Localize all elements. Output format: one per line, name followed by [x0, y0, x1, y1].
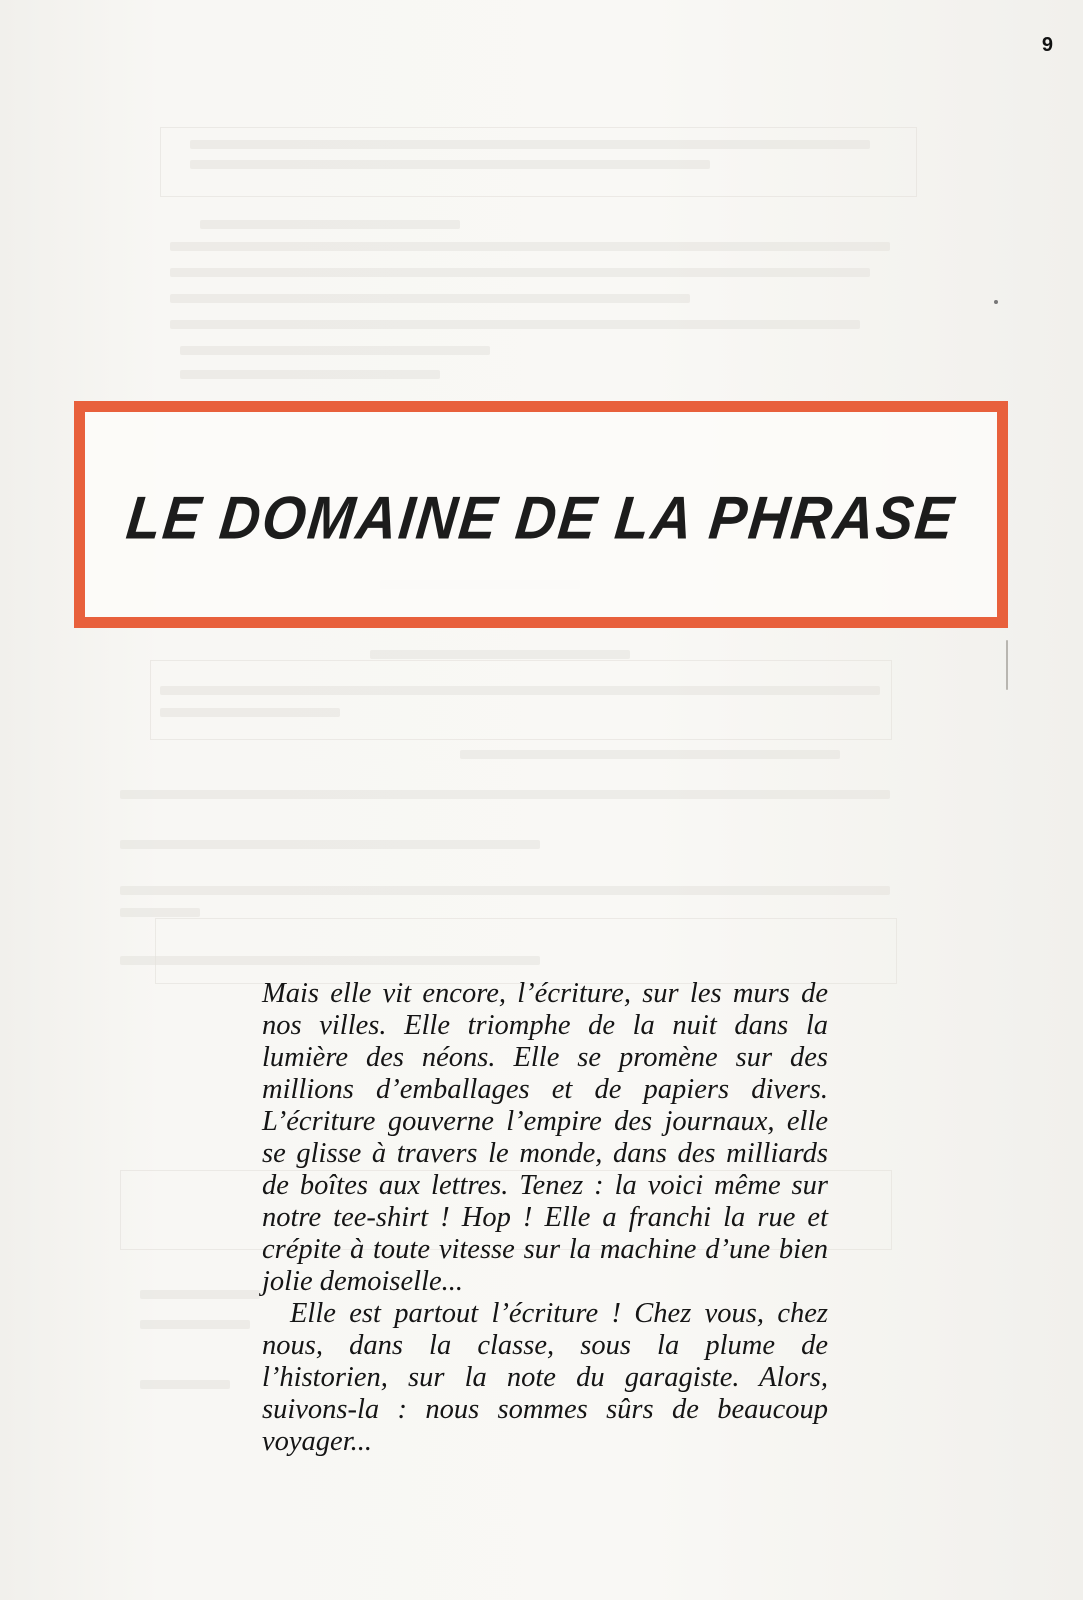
bleed-through-line: [120, 886, 890, 895]
bleed-through-line: [460, 750, 840, 759]
bleed-through-line: [180, 346, 490, 355]
bleed-through-line: [170, 242, 890, 251]
bleed-through-line: [170, 268, 870, 277]
bleed-through-line: [370, 650, 630, 659]
bleed-through-line: [190, 140, 870, 149]
bleed-through-box: [150, 660, 892, 740]
bleed-through-box: [155, 918, 897, 984]
bleed-through-line: [140, 1320, 250, 1329]
bleed-through-line: [140, 1290, 260, 1299]
chapter-title: LE DOMAINE DE LA PHRASE: [123, 483, 959, 552]
bleed-through-line: [120, 840, 540, 849]
bleed-through-line: [160, 686, 880, 695]
speck: [1006, 640, 1008, 690]
speck: [994, 300, 998, 304]
page-number: 9: [1041, 34, 1053, 56]
bleed-through-line: [120, 956, 540, 965]
bleed-through-line: [190, 160, 710, 169]
intro-text: [262, 978, 828, 1458]
bleed-through-line: [200, 220, 460, 229]
bleed-through-line: [170, 320, 860, 329]
bleed-through-line: [140, 1380, 230, 1389]
intro-paragraph-1: Mais elle vit encore, l’écriture, sur les murs de nos villes. Elle triomphe de la nuit dans la lumière des néons. Elle se promène sur des millions d’emballages et de papiers divers. L’écriture gouverne l’empire des journaux, elle se glisse à travers le monde, dans des milliards de boîtes aux lettres. Tenez : la voici même sur notre tee-shirt ! Hop ! Elle a franchi la rue et crépite à toute vitesse sur la machine d’une bien jolie demoiselle...: [262, 978, 828, 1297]
bleed-through-line: [180, 370, 440, 379]
bleed-through-line: [160, 708, 340, 717]
intro-paragraph-2: Elle est partout l’écriture ! Chez vous, chez nous, dans la classe, sous la plume de l’historien, sur la note du garagiste. Alors, suivons-la : nous sommes sûrs de beaucoup voyager...: [262, 1298, 828, 1457]
bleed-through-line: [120, 790, 890, 799]
bleed-through-line: [120, 908, 200, 917]
chapter-title-box: [74, 401, 1008, 628]
bleed-through-line: [170, 294, 690, 303]
